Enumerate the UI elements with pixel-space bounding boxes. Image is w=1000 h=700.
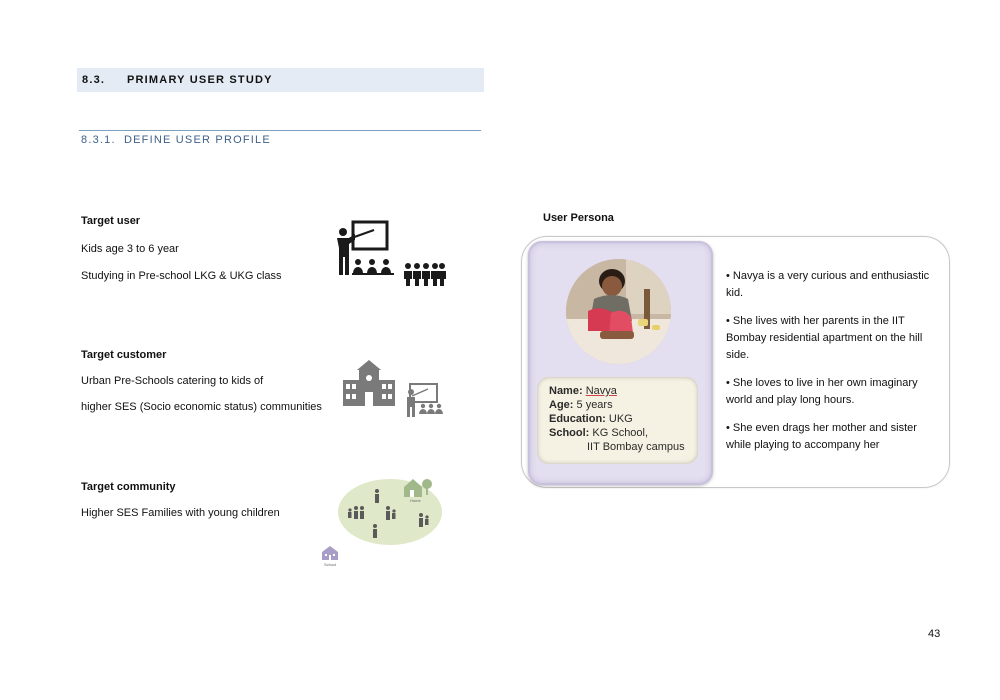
persona-name: Navya [585, 385, 617, 397]
persona-education: UKG [608, 413, 633, 425]
persona-bullet: • She lives with her parents in the IIT Bombay residential apartment on the hill side. [726, 315, 923, 361]
target-customer-heading: Target customer [81, 349, 167, 361]
target-user-line1: Kids age 3 to 6 year [81, 243, 179, 255]
teacher-with-students-icon [334, 218, 448, 288]
target-customer-line2: higher SES (Socio economic status) communities [81, 401, 322, 413]
persona-name-row [549, 385, 617, 397]
persona-bullet: • Navya is a very curious and enthusiastic kid. [726, 270, 930, 299]
persona-age: 5 years [576, 399, 613, 411]
target-community-heading: Target community [81, 481, 176, 493]
school-building-icon [342, 358, 446, 418]
section-number: 8.3. [82, 74, 106, 86]
persona-school-line2: IIT Bombay campus [587, 441, 685, 453]
persona-info-box [537, 377, 698, 464]
persona-name-label: Name: [549, 385, 583, 397]
persona-school-label: School: [549, 427, 590, 439]
subsection-number: 8.3.1. [81, 134, 116, 146]
map-home-label: Home [410, 498, 421, 503]
persona-education-row [549, 413, 633, 425]
section-heading-bar [77, 68, 484, 92]
persona-bullet: • She loves to live in her own imaginary world and play long hours. [726, 377, 918, 406]
persona-education-label: Education: [549, 413, 606, 425]
map-school-label: School [324, 562, 337, 567]
target-user-heading: Target user [81, 215, 141, 227]
persona-age-label: Age: [549, 399, 574, 411]
target-community-line1: Higher SES Families with young children [81, 507, 280, 519]
community-map-icon [320, 474, 444, 570]
persona-bullet: • She even drags her mother and sister while playing to accompany her [726, 422, 917, 451]
target-customer-line1: Urban Pre-Schools catering to kids of [81, 375, 264, 387]
persona-school-line1: KG School, [592, 427, 649, 439]
persona-photo [566, 259, 671, 364]
subsection-heading [81, 134, 271, 146]
page-number: 43 [928, 628, 941, 640]
target-user-line2: Studying in Pre-school LKG & UKG class [81, 270, 282, 282]
subsection-title: DEFINE USER PROFILE [124, 134, 271, 146]
subsection-divider [79, 130, 481, 131]
section-title: PRIMARY USER STUDY [127, 74, 273, 86]
persona-heading: User Persona [543, 212, 614, 224]
persona-age-row [549, 399, 613, 411]
persona-school-row [549, 427, 648, 439]
